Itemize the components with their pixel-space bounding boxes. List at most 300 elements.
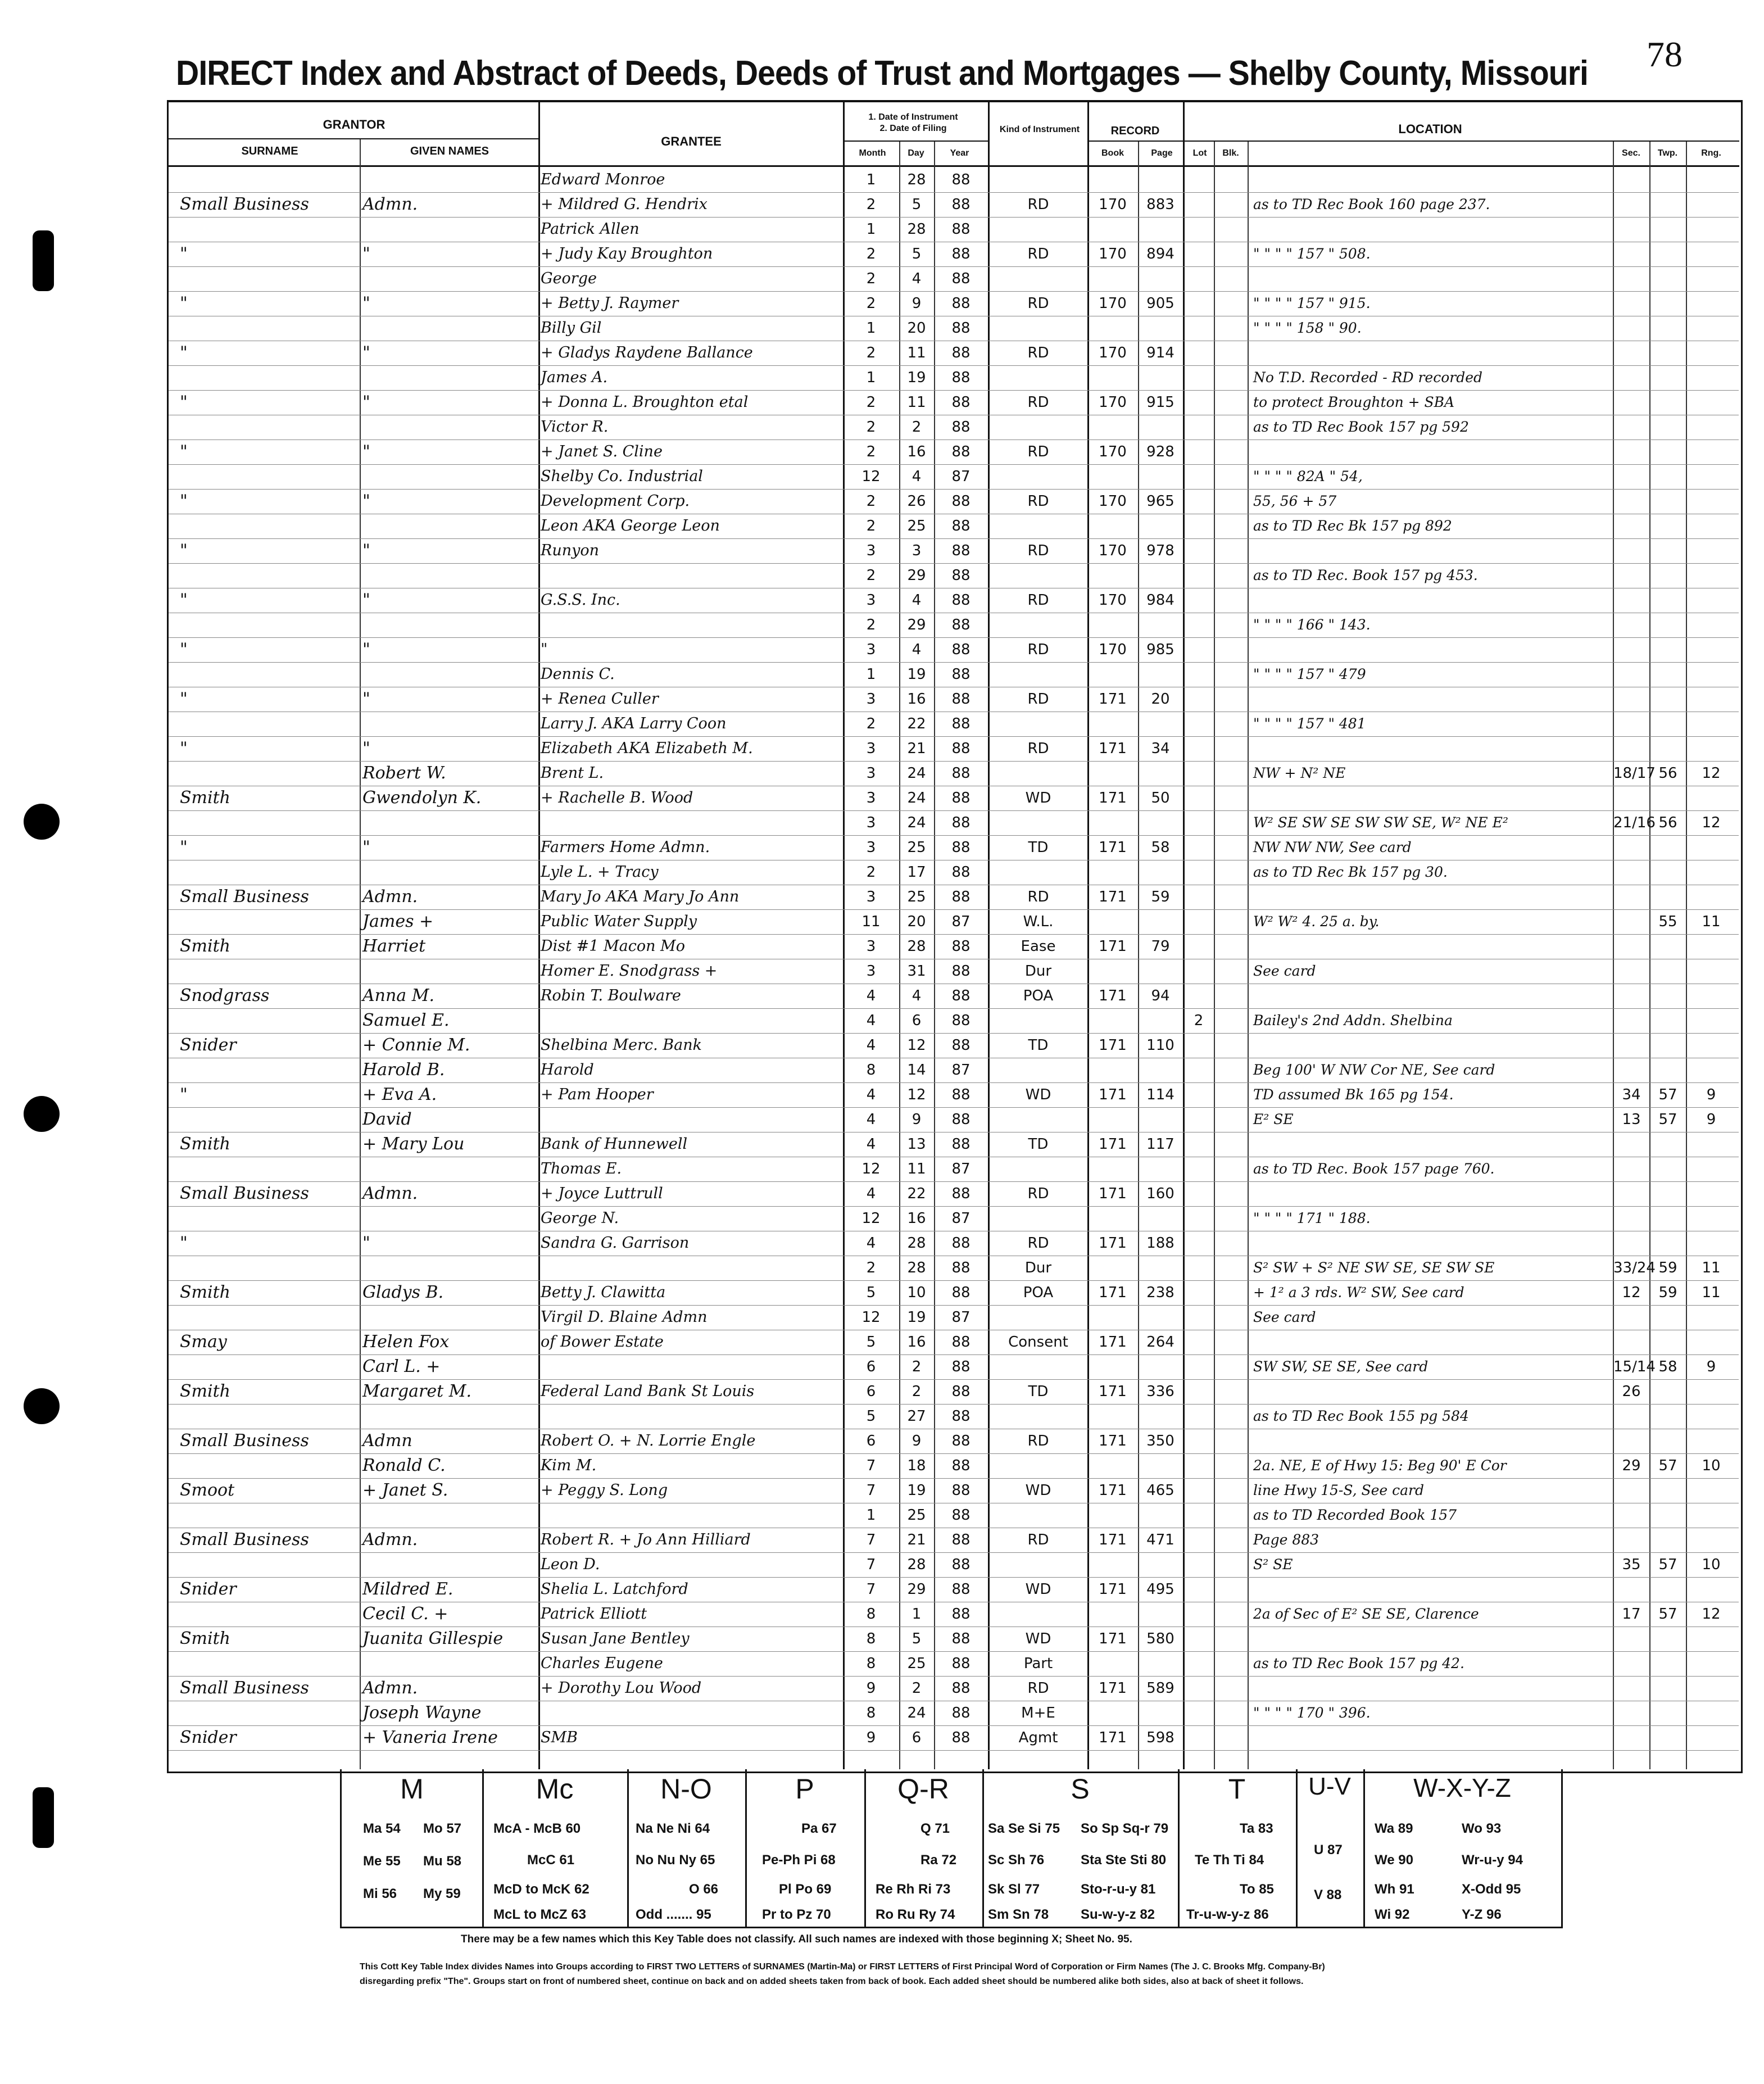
location-description: E² SE: [1253, 1111, 1294, 1127]
record-page: [1139, 1356, 1182, 1378]
location-township: [1650, 787, 1686, 809]
date-day: 12: [907, 1037, 926, 1054]
key-letter: U-V: [1308, 1773, 1351, 1800]
location-range: [1686, 1479, 1736, 1502]
date-month: 2: [866, 567, 876, 584]
location-range: [1686, 1652, 1736, 1675]
location-section: [1613, 564, 1649, 587]
key-entry: Odd ....... 95: [636, 1907, 711, 1922]
lot-number: [1183, 1281, 1214, 1304]
instrument-kind: [989, 1059, 1087, 1081]
key-group-p: [745, 1769, 866, 1927]
grantee-name: Robert R. + Jo Ann Hilliard: [541, 1531, 751, 1548]
record-book: 171: [1099, 1235, 1127, 1252]
record-book: 171: [1099, 790, 1127, 807]
record-book: 170: [1099, 196, 1127, 213]
lot-number: [1183, 292, 1214, 315]
date-year: 88: [951, 1581, 971, 1598]
lot-number: [1183, 1603, 1214, 1625]
grantee-name: + Donna L. Broughton etal: [541, 393, 749, 411]
key-letter: N-O: [660, 1773, 712, 1805]
ledger-row: [169, 1503, 1739, 1528]
ledger-row: [169, 885, 1739, 910]
grantee-name: [541, 1405, 842, 1428]
record-page: [1139, 218, 1182, 241]
ledger-row: [169, 613, 1739, 638]
ledger-row: [169, 909, 1739, 935]
record-book: [1088, 960, 1137, 982]
location-range: [1686, 1207, 1736, 1230]
key-entry: Wa 89: [1375, 1821, 1413, 1836]
lot-number: [1183, 515, 1214, 537]
lot-number: [1183, 1553, 1214, 1576]
grantee-name: Virgil D. Blaine Admn: [541, 1308, 708, 1326]
ledger-row: [169, 786, 1739, 811]
record-book: 171: [1099, 1037, 1127, 1054]
location-description: [1253, 1034, 1613, 1057]
instrument-kind: [989, 861, 1087, 884]
date-year: 88: [951, 864, 971, 881]
location-range: [1686, 1677, 1736, 1700]
date-month: 8: [866, 1062, 876, 1079]
location-description: as to TD Recorded Book 157: [1253, 1507, 1457, 1523]
location-range: [1686, 515, 1736, 537]
grantor-given-names: [362, 713, 537, 735]
instrument-kind: Dur: [1024, 963, 1052, 980]
header-year: Year: [950, 148, 969, 158]
location-section: [1613, 1430, 1649, 1452]
grantee-name: + Janet S. Cline: [541, 443, 663, 460]
date-year: 88: [951, 790, 971, 807]
grantor-surname: ": [180, 293, 188, 313]
location-description: [1253, 1380, 1613, 1403]
record-book: [1088, 663, 1137, 686]
location-description: as to TD Rec Book 157 pg 592: [1253, 419, 1469, 435]
date-year: 88: [951, 1284, 971, 1301]
location-township: [1650, 1158, 1686, 1180]
key-entry: Sm Sn 78: [988, 1907, 1049, 1922]
date-year: 88: [951, 1630, 971, 1647]
record-page: [1139, 1504, 1182, 1526]
date-month: 3: [866, 963, 876, 980]
location-range: 10: [1702, 1556, 1721, 1573]
key-entry: Wi 92: [1375, 1907, 1410, 1922]
instrument-kind: [989, 1207, 1087, 1230]
header-grantor: GRANTOR: [323, 117, 386, 132]
location-range: [1686, 1183, 1736, 1205]
record-page: 160: [1146, 1185, 1175, 1202]
ledger-row: [169, 1379, 1739, 1405]
record-book: 171: [1099, 1482, 1127, 1499]
grantee-name: Shelby Co. Industrial: [541, 468, 703, 485]
grantor-given-names: Admn.: [362, 194, 418, 214]
grantor-given-names: [362, 169, 537, 191]
location-range: [1686, 1702, 1736, 1724]
location-description: NW + N² NE: [1253, 765, 1346, 781]
location-township: [1650, 193, 1686, 216]
lot-number: [1183, 1677, 1214, 1700]
record-page: [1139, 416, 1182, 438]
location-section: [1613, 1034, 1649, 1057]
date-year: 88: [951, 196, 971, 213]
location-section: [1613, 638, 1649, 661]
location-description: W² W² 4. 25 a. by.: [1253, 913, 1380, 930]
lot-number: [1183, 886, 1214, 908]
location-section: [1613, 515, 1649, 537]
lot-number: [1183, 490, 1214, 513]
location-range: [1686, 836, 1736, 859]
location-section: [1613, 861, 1649, 884]
record-page: [1139, 1158, 1182, 1180]
instrument-kind: RD: [1027, 1433, 1049, 1449]
lot-number: [1183, 540, 1214, 562]
location-range: 11: [1702, 1260, 1721, 1276]
record-page: [1139, 1455, 1182, 1477]
location-section: [1613, 1133, 1649, 1156]
header-blk: Blk.: [1222, 148, 1239, 158]
grantor-surname: ": [180, 590, 188, 610]
grantee-name: Farmers Home Admn.: [541, 839, 710, 856]
instrument-kind: [989, 1356, 1087, 1378]
instrument-kind: [989, 564, 1087, 587]
instrument-kind: RD: [1027, 246, 1049, 262]
grantor-given-names: [362, 1158, 537, 1180]
date-day: 3: [912, 542, 922, 559]
date-month: 8: [866, 1630, 876, 1647]
location-township: [1650, 886, 1686, 908]
date-year: 88: [951, 1136, 971, 1153]
location-township: 59: [1658, 1284, 1677, 1301]
record-book: 170: [1099, 394, 1127, 411]
location-description: [1253, 1578, 1613, 1601]
key-entry: We 90: [1375, 1852, 1413, 1868]
record-book: [1088, 1356, 1137, 1378]
key-entry: Ma 54: [363, 1821, 401, 1836]
location-section: [1613, 243, 1649, 265]
record-page: 465: [1146, 1482, 1175, 1499]
grantee-name: + Joyce Luttrull: [541, 1185, 663, 1202]
date-month: 3: [866, 542, 876, 559]
record-book: 170: [1099, 345, 1127, 361]
grantor-surname: ": [180, 392, 188, 412]
date-year: 88: [951, 270, 971, 287]
location-section: 29: [1622, 1457, 1641, 1474]
record-book: [1088, 218, 1137, 241]
record-book: [1088, 1158, 1137, 1180]
location-section: [1613, 713, 1649, 735]
key-group-m: [342, 1769, 484, 1927]
location-township: [1650, 317, 1686, 339]
grantor-surname: ": [180, 491, 188, 511]
location-description: [1253, 1628, 1613, 1650]
location-range: [1686, 935, 1736, 958]
location-section: [1613, 193, 1649, 216]
instrument-kind: POA: [1023, 987, 1054, 1004]
grantor-surname: Smith: [180, 788, 230, 808]
date-day: 5: [912, 1630, 922, 1647]
date-month: 7: [866, 1532, 876, 1548]
location-range: 9: [1706, 1111, 1716, 1128]
grantor-given-names: [362, 366, 537, 389]
location-range: [1686, 638, 1736, 661]
ledger-row: [169, 1651, 1739, 1677]
location-range: [1686, 441, 1736, 463]
key-entry: Te Th Ti 84: [1195, 1852, 1264, 1868]
date-day: 24: [907, 790, 926, 807]
record-page: [1139, 1009, 1182, 1032]
date-year: 87: [951, 1161, 971, 1177]
date-year: 88: [951, 765, 971, 782]
lot-number: [1183, 1529, 1214, 1551]
page-number: 78: [1647, 34, 1683, 74]
grantor-given-names: Admn.: [362, 1678, 418, 1698]
instrument-kind: W.L.: [1023, 913, 1054, 930]
date-month: 2: [866, 246, 876, 262]
grantee-name: [541, 812, 842, 834]
location-township: [1650, 1504, 1686, 1526]
instrument-kind: [989, 812, 1087, 834]
location-description: + 1² a 3 rds. W² SW, See card: [1253, 1284, 1464, 1301]
instrument-kind: [989, 515, 1087, 537]
location-township: [1650, 1727, 1686, 1749]
date-year: 88: [951, 221, 971, 238]
location-section: [1613, 663, 1649, 686]
date-year: 88: [951, 1235, 971, 1252]
date-year: 88: [951, 715, 971, 732]
binder-hole-slot-top: [33, 230, 54, 291]
location-description: [1253, 1232, 1613, 1254]
record-book: 170: [1099, 592, 1127, 609]
grantor-given-names: [362, 1504, 537, 1526]
ledger-row: [169, 1701, 1739, 1726]
lot-number: [1183, 169, 1214, 191]
ledger-row: [169, 1354, 1739, 1380]
date-day: 10: [907, 1284, 926, 1301]
ledger-row: [169, 1453, 1739, 1479]
record-book: [1088, 1059, 1137, 1081]
location-section: [1613, 1702, 1649, 1724]
grantor-given-names: [362, 1652, 537, 1675]
date-day: 4: [912, 641, 922, 658]
lot-number: [1183, 1702, 1214, 1724]
ledger-row: [169, 835, 1739, 860]
location-range: [1686, 1380, 1736, 1403]
lot-number: [1183, 1084, 1214, 1106]
record-page: [1139, 861, 1182, 884]
key-entry: Pl Po 69: [779, 1882, 832, 1897]
date-day: 25: [907, 839, 926, 856]
date-month: 1: [866, 221, 876, 238]
grantor-given-names: Helen Fox: [362, 1332, 450, 1352]
ledger-row: [169, 1157, 1739, 1182]
location-township: [1650, 1380, 1686, 1403]
instrument-kind: RD: [1027, 1680, 1049, 1697]
grantee-name: Charles Eugene: [541, 1655, 663, 1672]
lot-number: [1183, 638, 1214, 661]
record-page: [1139, 1652, 1182, 1675]
location-description: [1253, 1430, 1613, 1452]
date-month: 4: [866, 1185, 876, 1202]
date-day: 2: [912, 1383, 922, 1400]
grantor-given-names: ": [362, 442, 370, 461]
grantor-surname: ": [180, 244, 188, 264]
location-section: [1613, 1652, 1649, 1675]
location-range: [1686, 268, 1736, 290]
date-day: 19: [907, 1309, 926, 1326]
header-kind: Kind of Instrument: [999, 125, 1080, 134]
instrument-kind: [989, 1603, 1087, 1625]
location-description: [1253, 935, 1613, 958]
location-township: [1650, 1479, 1686, 1502]
location-township: [1650, 1702, 1686, 1724]
location-township: [1650, 416, 1686, 438]
grantor-surname: ": [180, 640, 188, 659]
location-township: 56: [1658, 814, 1677, 831]
date-year: 88: [951, 542, 971, 559]
location-township: [1650, 268, 1686, 290]
instrument-kind: [989, 416, 1087, 438]
instrument-kind: TD: [1028, 1383, 1049, 1400]
date-day: 6: [912, 1729, 922, 1746]
instrument-kind: WD: [1025, 1086, 1051, 1103]
grantor-given-names: ": [362, 491, 370, 511]
date-year: 88: [951, 666, 971, 683]
grantee-name: [541, 1356, 842, 1378]
location-range: [1686, 366, 1736, 389]
location-township: [1650, 1232, 1686, 1254]
key-entry: Sa Se Si 75: [988, 1821, 1060, 1836]
date-year: 88: [951, 1086, 971, 1103]
grantor-surname: ": [180, 689, 188, 709]
location-range: [1686, 169, 1736, 191]
ledger-row: [169, 341, 1739, 366]
location-township: [1650, 465, 1686, 488]
key-entry: X-Odd 95: [1462, 1882, 1521, 1897]
grantor-given-names: ": [362, 244, 370, 264]
date-month: 2: [866, 196, 876, 213]
ledger-row: [169, 1181, 1739, 1207]
grantor-given-names: + Eva A.: [362, 1085, 437, 1104]
date-day: 22: [907, 715, 926, 732]
record-page: [1139, 960, 1182, 982]
location-section: 21/16: [1613, 814, 1656, 831]
lot-number: [1183, 1628, 1214, 1650]
grantor-given-names: + Vaneria Irene: [362, 1728, 498, 1747]
date-year: 88: [951, 641, 971, 658]
date-year: 88: [951, 567, 971, 584]
record-page: 58: [1151, 839, 1170, 856]
grantor-surname: Snider: [180, 1579, 237, 1599]
instrument-kind: TD: [1028, 839, 1049, 856]
ledger-row: [169, 1429, 1739, 1454]
location-township: [1650, 1331, 1686, 1353]
record-book: 170: [1099, 493, 1127, 510]
date-day: 24: [907, 1705, 926, 1721]
lot-number: [1183, 737, 1214, 760]
lot-number: [1183, 812, 1214, 834]
date-month: 8: [866, 1655, 876, 1672]
record-page: 598: [1146, 1729, 1175, 1746]
record-page: [1139, 812, 1182, 834]
grantor-given-names: Cecil C. +: [362, 1604, 448, 1624]
location-description: [1253, 1727, 1613, 1749]
date-day: 22: [907, 1185, 926, 1202]
location-description: " " " " 158 " 90.: [1253, 320, 1362, 336]
location-description: [1253, 441, 1613, 463]
instrument-kind: RD: [1027, 493, 1049, 510]
grantor-given-names: [362, 1405, 537, 1428]
lot-number: [1183, 1257, 1214, 1279]
instrument-kind: RD: [1027, 1185, 1049, 1202]
location-township: 57: [1658, 1457, 1677, 1474]
instrument-kind: RD: [1027, 1235, 1049, 1252]
date-year: 88: [951, 493, 971, 510]
grantor-surname: Snider: [180, 1728, 237, 1747]
record-page: 50: [1151, 790, 1170, 807]
lot-number: [1183, 1479, 1214, 1502]
date-month: 7: [866, 1581, 876, 1598]
date-day: 20: [907, 913, 926, 930]
grantor-given-names: ": [362, 640, 370, 659]
date-day: 16: [907, 1334, 926, 1351]
grantee-name: [541, 564, 842, 587]
key-entry: Ta 83: [1240, 1821, 1273, 1836]
instrument-kind: [989, 1009, 1087, 1032]
grantor-given-names: [362, 218, 537, 241]
ledger-row: [169, 464, 1739, 490]
location-section: [1613, 886, 1649, 908]
record-book: 171: [1099, 1581, 1127, 1598]
lot-number: [1183, 1380, 1214, 1403]
ledger-row: [169, 415, 1739, 440]
grantee-name: + Betty J. Raymer: [541, 295, 679, 312]
record-page: 20: [1151, 691, 1170, 708]
grantor-given-names: ": [362, 541, 370, 560]
record-book: [1088, 1257, 1137, 1279]
date-year: 88: [951, 295, 971, 312]
record-book: 170: [1099, 443, 1127, 460]
record-book: [1088, 762, 1137, 785]
record-page: 336: [1146, 1383, 1175, 1400]
date-day: 9: [912, 1433, 922, 1449]
instrument-kind: Agmt: [1018, 1729, 1058, 1746]
date-day: 11: [907, 345, 926, 361]
location-description: [1253, 1331, 1613, 1353]
location-range: [1686, 193, 1736, 216]
grantee-name: Shelia L. Latchford: [541, 1580, 688, 1598]
key-entry: Sc Sh 76: [988, 1852, 1045, 1868]
record-page: [1139, 1553, 1182, 1576]
location-section: [1613, 910, 1649, 933]
location-section: [1613, 1504, 1649, 1526]
location-township: [1650, 292, 1686, 315]
instrument-kind: RD: [1027, 345, 1049, 361]
date-month: 2: [866, 1260, 876, 1276]
date-year: 88: [951, 1433, 971, 1449]
header-sec: Sec.: [1622, 148, 1640, 158]
record-page: [1139, 614, 1182, 636]
date-day: 28: [907, 171, 926, 188]
key-entry: My 59: [423, 1886, 461, 1901]
location-description: as to TD Rec Bk 157 pg 30.: [1253, 864, 1448, 880]
grantor-given-names: [362, 564, 537, 587]
date-month: 3: [866, 790, 876, 807]
instrument-kind: [989, 663, 1087, 686]
date-day: 2: [912, 1680, 922, 1697]
grantor-given-names: [362, 515, 537, 537]
key-group-u-v: [1296, 1769, 1365, 1927]
grantee-name: Robin T. Boulware: [541, 987, 681, 1004]
